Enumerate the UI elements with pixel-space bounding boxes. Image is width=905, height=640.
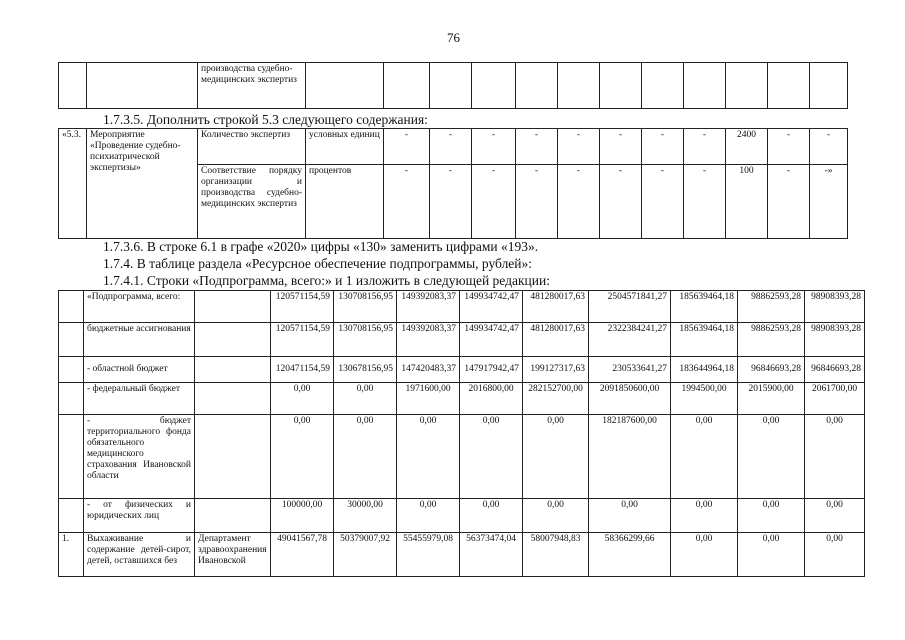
executor bbox=[195, 499, 271, 533]
cell bbox=[810, 63, 848, 109]
amount: 56373474,04 bbox=[460, 533, 523, 577]
cell bbox=[59, 63, 87, 109]
cell bbox=[87, 63, 198, 109]
executor bbox=[195, 291, 271, 323]
row-name: - от физических и юридических лиц bbox=[84, 499, 195, 533]
value-cell: - bbox=[642, 129, 684, 165]
amount: 147917942,47 bbox=[460, 357, 523, 383]
amount: 2016800,00 bbox=[460, 383, 523, 415]
row-name: - федеральный бюджет bbox=[84, 383, 195, 415]
value-cell: - bbox=[558, 165, 600, 239]
amount: 1994500,00 bbox=[671, 383, 738, 415]
page-number: 76 bbox=[447, 30, 460, 45]
amount: 230533641,27 bbox=[589, 357, 671, 383]
cell bbox=[472, 63, 516, 109]
value-cell: - bbox=[430, 165, 472, 239]
amount: 0,00 bbox=[523, 415, 589, 499]
amount: 481280017,63 bbox=[523, 323, 589, 357]
amount: 2091850600,00 bbox=[589, 383, 671, 415]
row-name: Выхаживание и содержание детей-сирот, детей, оставшихся без bbox=[84, 533, 195, 577]
amount: 0,00 bbox=[671, 533, 738, 577]
executor: Департамент здравоохранения Ивановской bbox=[195, 533, 271, 577]
amount: 49041567,78 bbox=[271, 533, 334, 577]
amount: 0,00 bbox=[271, 383, 334, 415]
amount: 1971600,00 bbox=[397, 383, 460, 415]
amount: 120471154,59 bbox=[271, 357, 334, 383]
cell bbox=[768, 63, 810, 109]
indicator-unit: процентов bbox=[306, 165, 384, 239]
executor bbox=[195, 323, 271, 357]
amount: 149934742,47 bbox=[460, 323, 523, 357]
amount: 2015900,00 bbox=[738, 383, 805, 415]
value-cell: - bbox=[472, 129, 516, 165]
amount: 0,00 bbox=[805, 415, 865, 499]
amount: 98908393,28 bbox=[805, 323, 865, 357]
cell bbox=[726, 63, 768, 109]
amount: 58007948,83 bbox=[523, 533, 589, 577]
row-number bbox=[59, 383, 84, 415]
amount: 0,00 bbox=[397, 499, 460, 533]
value-cell: -» bbox=[810, 165, 848, 239]
row-number: «5.3. bbox=[59, 129, 87, 239]
cell bbox=[642, 63, 684, 109]
amount: 96846693,28 bbox=[738, 357, 805, 383]
executor bbox=[195, 415, 271, 499]
event-name: Мероприятие «Проведение судебно-психиатрической экспертизы» bbox=[87, 129, 198, 239]
row-name: бюджетные ассигнования bbox=[84, 323, 195, 357]
top-fragment-text: производства судебно-медицинских экспертиз bbox=[198, 63, 306, 109]
amount: 0,00 bbox=[334, 415, 397, 499]
value-cell: - bbox=[684, 129, 726, 165]
cell bbox=[430, 63, 472, 109]
row-name: - областной бюджет bbox=[84, 357, 195, 383]
amount: 98908393,28 bbox=[805, 291, 865, 323]
amount: 149934742,47 bbox=[460, 291, 523, 323]
cell bbox=[516, 63, 558, 109]
amount: 0,00 bbox=[523, 499, 589, 533]
amount: 0,00 bbox=[805, 499, 865, 533]
indicator-name: Количество экспертиз bbox=[198, 129, 306, 165]
cell bbox=[558, 63, 600, 109]
amount: 0,00 bbox=[589, 499, 671, 533]
value-cell: - bbox=[600, 165, 642, 239]
value-cell: - bbox=[516, 129, 558, 165]
amount: 96846693,28 bbox=[805, 357, 865, 383]
paragraph-1736: 1.7.3.6. В строке 6.1 в графе «2020» цифры «130» заменить цифрами «193». bbox=[103, 239, 539, 254]
row-number bbox=[59, 499, 84, 533]
amount: 0,00 bbox=[271, 415, 334, 499]
amount: 2322384241,27 bbox=[589, 323, 671, 357]
amount: 2504571841,27 bbox=[589, 291, 671, 323]
paragraph-1741: 1.7.4.1. Строки «Подпрограмма, всего:» и 1 изложить в следующей редакции: bbox=[103, 273, 550, 288]
value-cell: - bbox=[472, 165, 516, 239]
cell bbox=[600, 63, 642, 109]
row-number bbox=[59, 357, 84, 383]
amount: 185639464,18 bbox=[671, 291, 738, 323]
amount: 0,00 bbox=[805, 533, 865, 577]
amount: 30000,00 bbox=[334, 499, 397, 533]
value-cell: - bbox=[516, 165, 558, 239]
value-cell: - bbox=[642, 165, 684, 239]
amount: 55455979,08 bbox=[397, 533, 460, 577]
amount: 120571154,59 bbox=[271, 323, 334, 357]
amount: 130708156,95 bbox=[334, 323, 397, 357]
resources-table bbox=[58, 290, 865, 577]
amount: 147420483,37 bbox=[397, 357, 460, 383]
value-cell: - bbox=[558, 129, 600, 165]
amount: 0,00 bbox=[397, 415, 460, 499]
value-cell: - bbox=[810, 129, 848, 165]
value-cell: - bbox=[384, 129, 430, 165]
amount: 149392083,37 bbox=[397, 291, 460, 323]
top-fragment-table bbox=[58, 62, 848, 109]
indicator-unit: условных единиц bbox=[306, 129, 384, 165]
value-cell: 2400 bbox=[726, 129, 768, 165]
amount: 100000,00 bbox=[271, 499, 334, 533]
value-cell: - bbox=[600, 129, 642, 165]
paragraph-1735: 1.7.3.5. Дополнить строкой 5.3 следующего содержания: bbox=[103, 112, 428, 127]
amount: 130678156,95 bbox=[334, 357, 397, 383]
amount: 0,00 bbox=[738, 415, 805, 499]
amount: 481280017,63 bbox=[523, 291, 589, 323]
amount: 58366299,66 bbox=[589, 533, 671, 577]
amount: 98862593,28 bbox=[738, 291, 805, 323]
row-number bbox=[59, 291, 84, 323]
cell bbox=[306, 63, 384, 109]
amount: 0,00 bbox=[671, 499, 738, 533]
amount: 0,00 bbox=[671, 415, 738, 499]
cell bbox=[684, 63, 726, 109]
value-cell: - bbox=[684, 165, 726, 239]
executor bbox=[195, 383, 271, 415]
value-cell: - bbox=[384, 165, 430, 239]
amount: 0,00 bbox=[460, 499, 523, 533]
cell bbox=[384, 63, 430, 109]
amount: 282152700,00 bbox=[523, 383, 589, 415]
amount: 149392083,37 bbox=[397, 323, 460, 357]
row-name: - бюджет территориального фонда обязательного медицинского страхования Ивановской области bbox=[84, 415, 195, 499]
amount: 98862593,28 bbox=[738, 323, 805, 357]
value-cell: 100 bbox=[726, 165, 768, 239]
row-number bbox=[59, 323, 84, 357]
value-cell: - bbox=[430, 129, 472, 165]
amount: 130708156,95 bbox=[334, 291, 397, 323]
amount: 182187600,00 bbox=[589, 415, 671, 499]
row-number bbox=[59, 415, 84, 499]
amount: 183644964,18 bbox=[671, 357, 738, 383]
row-number: 1. bbox=[59, 533, 84, 577]
amount: 50379007,92 bbox=[334, 533, 397, 577]
amount: 120571154,59 bbox=[271, 291, 334, 323]
indicator-name: Соответствие порядку организации и производства судебно-медицинских экспертиз bbox=[198, 165, 306, 239]
executor bbox=[195, 357, 271, 383]
amount: 0,00 bbox=[334, 383, 397, 415]
value-cell: - bbox=[768, 165, 810, 239]
amount: 2061700,00 bbox=[805, 383, 865, 415]
row-name: «Подпрограмма, всего: bbox=[84, 291, 195, 323]
amount: 199127317,63 bbox=[523, 357, 589, 383]
amount: 0,00 bbox=[738, 499, 805, 533]
amount: 0,00 bbox=[738, 533, 805, 577]
amount: 185639464,18 bbox=[671, 323, 738, 357]
value-cell: - bbox=[768, 129, 810, 165]
row-53-table bbox=[58, 128, 848, 239]
paragraph-174: 1.7.4. В таблице раздела «Ресурсное обеспечение подпрограммы, рублей»: bbox=[103, 256, 533, 271]
amount: 0,00 bbox=[460, 415, 523, 499]
